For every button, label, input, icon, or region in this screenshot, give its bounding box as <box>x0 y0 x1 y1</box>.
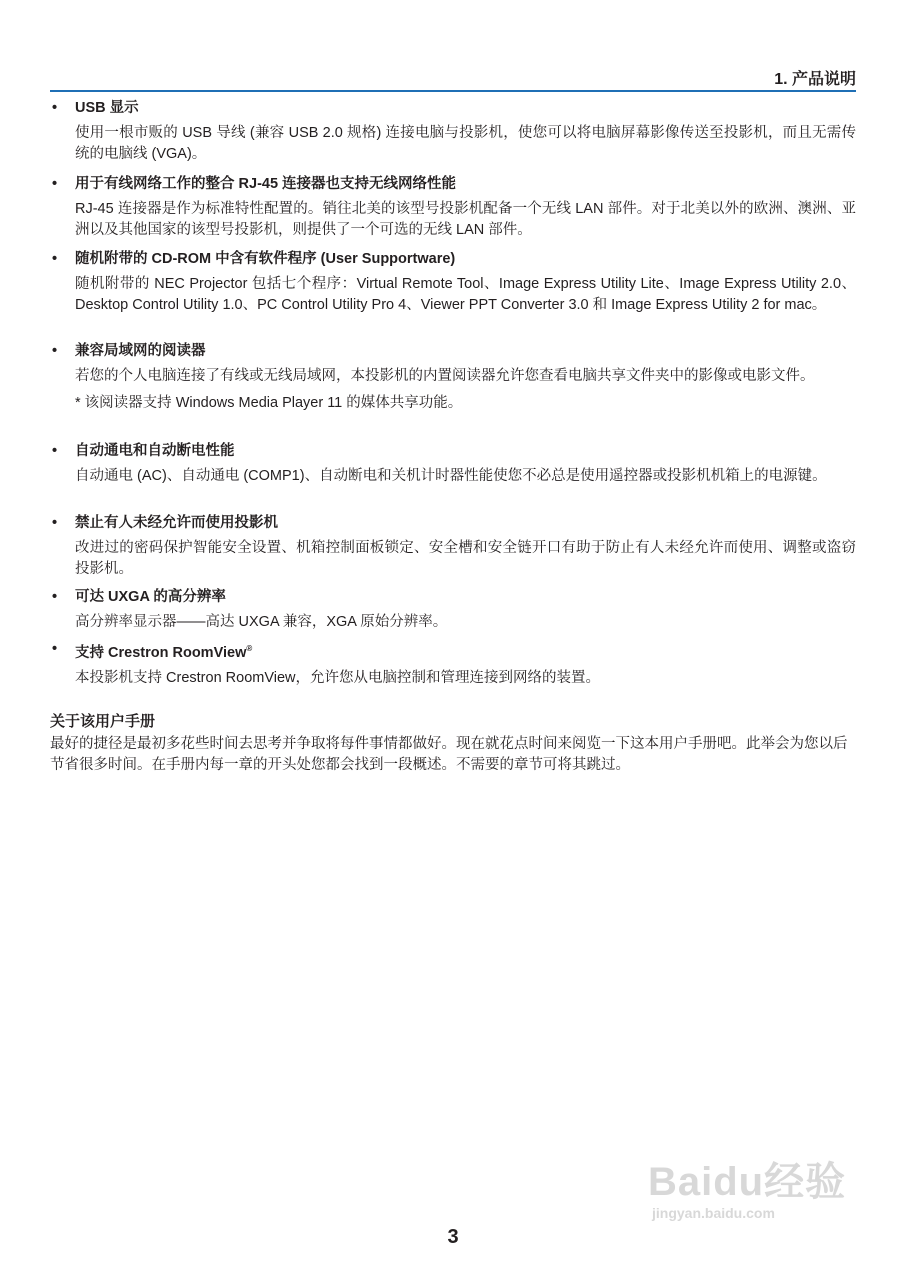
watermark-logo: Baidu经验 <box>648 1160 847 1204</box>
section-header: 1. 产品说明 <box>774 71 856 88</box>
bullet: • <box>52 251 58 267</box>
feature-item-uxga <box>50 587 856 633</box>
watermark-url: jingyan.baidu.com <box>652 1205 775 1221</box>
bullet: • <box>52 176 58 192</box>
feature-title: 兼容局域网的阅读器 <box>75 343 206 359</box>
manual-section <box>50 712 856 776</box>
feature-body: 本投影机支持 Crestron RoomView，允许您从电脑控制和管理连接到网络的装置。 <box>75 669 600 686</box>
feature-title: 支持 Crestron RoomView <box>75 644 247 661</box>
feature-body: 若您的个人电脑连接了有线或无线局域网，本投影机的内置阅读器允许您查看电脑共享文件夹中的影像或电影文件。 <box>75 368 815 384</box>
feature-body: 高分辨率显示器——高达 UXGA 兼容，XGA 原始分辨率。 <box>75 614 448 630</box>
feature-item-cdrom <box>50 249 856 316</box>
feature-body: 改进过的密码保护智能安全设置、机箱控制面板锁定、安全槽和安全链开口有助于防止有人未经允许而使用、调整或盗窃投影机。 <box>75 540 856 577</box>
feature-title: USB 显示 <box>75 100 139 116</box>
feature-body: 自动通电 (AC)、自动通电 (COMP1)、自动断电和关机计时器性能使您不必总是使用遥控器或投影机机箱上的电源键。 <box>75 468 827 484</box>
feature-title: 可达 UXGA 的高分辨率 <box>75 589 226 605</box>
feature-item-rj45 <box>50 174 856 241</box>
bullet: • <box>52 589 58 605</box>
bullet: • <box>52 343 58 359</box>
feature-body: 随机附带的 NEC Projector 包括七个程序：Virtual Remote Tool、Image Express Utility Lite、Image Express Utility 2.0、Desktop Control Utility 1.0、PC Control Utility Pro 4、Viewer PPT Converter 3.0 和 Image Express Utility 2 for mac。 <box>75 276 856 313</box>
page-number: 3 <box>447 1226 459 1248</box>
feature-item-security <box>50 513 856 580</box>
feature-item-auto-power <box>50 441 856 487</box>
feature-title: 自动通电和自动断电性能 <box>75 443 235 459</box>
feature-item-usb <box>50 98 856 165</box>
section-body: 最好的捷径是最初多花些时间去思考并争取将每件事情都做好。现在就花点时间来阅览一下这本用户手册吧。此举会为您以后节省很多时间。在手册内每一章的开头处您都会找到一段概述。不需要的章节可将其跳过。 <box>50 736 848 773</box>
feature-title: 禁止有人未经允许而使用投影机 <box>75 515 278 531</box>
registered-mark: ® <box>246 644 253 653</box>
section-heading: 关于该用户手册 <box>50 713 156 730</box>
baidu-watermark <box>648 1150 846 1221</box>
feature-note: * 该阅读器支持 Windows Media Player 11 的媒体共享功能。 <box>75 395 463 411</box>
header-rule <box>50 90 856 92</box>
feature-title: 用于有线网络工作的整合 RJ-45 连接器也支持无线网络性能 <box>75 176 457 192</box>
bullet: • <box>52 515 58 531</box>
bullet: • <box>52 641 58 657</box>
bullet: • <box>52 443 58 459</box>
feature-title: 随机附带的 CD-ROM 中含有软件程序 (User Supportware) <box>75 251 456 267</box>
feature-item-crestron <box>50 639 856 689</box>
feature-body: RJ-45 连接器是作为标准特性配置的。销往北美的该型号投影机配备一个无线 LAN 部件。对于北美以外的欧洲、澳洲、亚洲以及其他国家的该型号投影机，则提供了一个可选的无线 LAN 部件。 <box>75 201 856 238</box>
feature-body: 使用一根市贩的 USB 导线 (兼容 USB 2.0 规格) 连接电脑与投影机，使您可以将电脑屏幕影像传送至投影机，而且无需传统的电脑线 (VGA)。 <box>75 125 856 162</box>
bullet: • <box>52 100 58 116</box>
feature-item-viewer <box>50 341 856 414</box>
